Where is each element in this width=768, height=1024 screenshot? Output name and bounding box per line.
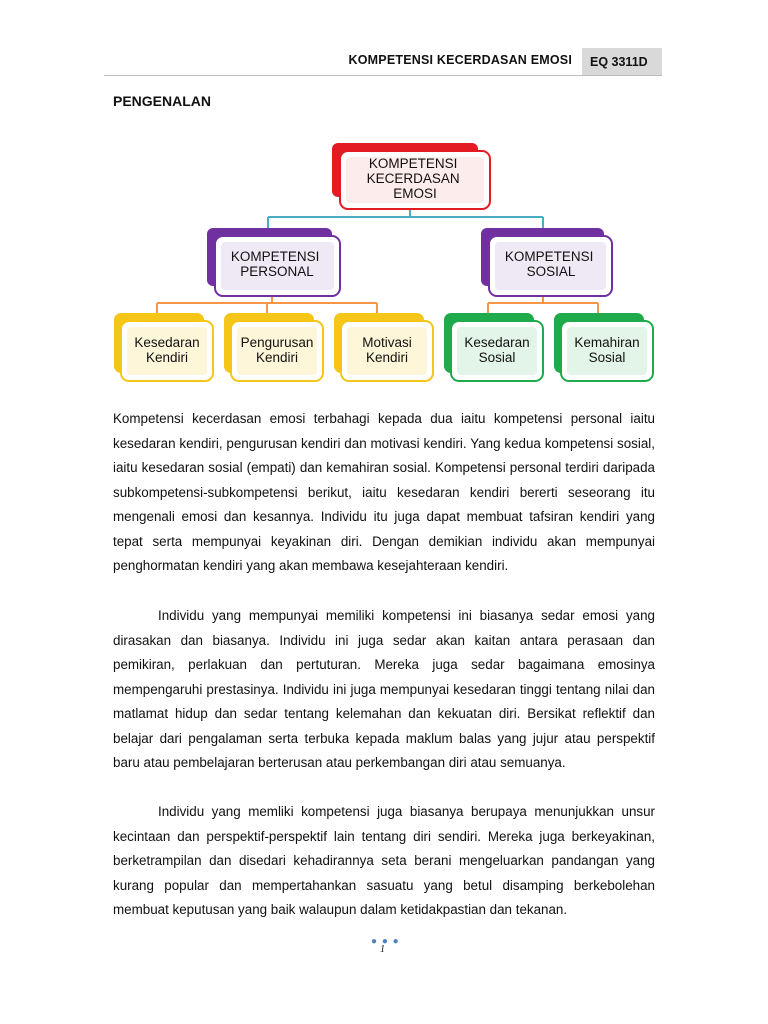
social-label-2: SOSIAL [526, 264, 576, 279]
leaf-label-line: Kendiri [365, 350, 409, 365]
branch-personal-node [207, 228, 340, 296]
connector-social [488, 296, 598, 313]
svg-text:MotivasiKendiri [362, 335, 412, 365]
leaf-label-line: Kesedaran [134, 335, 200, 350]
leaf-label-line: Motivasi [362, 335, 412, 350]
leaf-node-kemahiran-sosial [554, 313, 653, 381]
leaf-label-line: Kemahiran [574, 335, 640, 350]
paragraph-2: Individu yang mempunyai memiliki kompetensi ini biasanya sedar emosi yang dirasakan dan biasanya. Individu ini juga sedar akan kaitan antara perasaan dan pemikiran, perlakuan dan pertuturan. Mereka juga sedar bagaimana emosinya mempengaruhi prestasinya. Individu ini juga mempunyai kesedaran tinggi tentang nilai dan matlamat hidup dan sedar tentang kelemahan dan kekuatan diri. Bersikat reflektif dan belajar dari pengalaman serta terbuka kepada maklum balas yang jujur atau perspektif baru atau pembelajaran berterusan atau perkembangan diri atau semuanya. [113, 608, 655, 770]
header-code: EQ 3311D [582, 48, 662, 76]
leaf-label-line: Pengurusan [240, 335, 314, 350]
leaf-label-line: Kendiri [145, 350, 189, 365]
leaf-label-line: Kesedaran [464, 335, 530, 350]
leaf-node-kesedaran-kendiri [114, 313, 213, 381]
social-label-1: KOMPETENSI [504, 249, 594, 264]
header-title: KOMPETENSI KECERDASAN EMOSI [348, 53, 572, 67]
leaf-label-line: Kendiri [255, 350, 299, 365]
root-label-2: KECERDASAN [366, 171, 460, 186]
paragraph-3: Individu yang memliki kompetensi juga biasanya berupaya menunjukkan unsur kecintaan dan perspektif-perspektif lain tentang diri sendiri. Mereka juga berkeyakinan, berketrampilan dan disedari kehadirannya seta berani mengeluarkan pandangan yang kurang popular dan mempertahankan sasuatu yang betul disamping berkebolehan membuat keputusan yang baik walaupun dalam ketidakpastian dan tekanan. [113, 804, 655, 917]
branch-social-node [481, 228, 612, 296]
connector-root [268, 208, 543, 228]
paragraph-1: Kompetensi kecerdasan emosi terbahagi kepada dua iaitu kompetensi personal iaitu kesedaran kendiri, pengurusan kendiri dan motivasi kendiri. Yang kedua kompetensi sosial, iaitu kesedaran sosial (empati) dan kemahiran sosial. Kompetensi personal terdiri daripada subkompetensi-subkompetensi berikut, iaitu kesedaran kendiri bererti seseorang itu mengenali emosi dan kesannya. Individu itu juga dapat membuat tafsiran kendiri yang tepat serta mempunyai keyakinan diri. Dengan demikian individu akan mempunyai penghormatan kendiri yang akan membawa kesejahteraan kendiri. [113, 411, 655, 573]
root-node [332, 143, 490, 209]
leaf-node-pengurusan-kendiri [224, 313, 323, 381]
competency-diagram [0, 130, 768, 390]
leaf-node-kesedaran-sosial [444, 313, 543, 381]
personal-label-2: PERSONAL [240, 264, 314, 279]
root-label-1: KOMPETENSI [368, 156, 458, 171]
root-label-3: EMOSI [393, 186, 437, 201]
leaf-label-line: Sosial [478, 350, 516, 365]
connector-personal [157, 296, 377, 313]
section-title: PENGENALAN [113, 93, 212, 109]
page-number: 1 [380, 944, 385, 955]
page-header [104, 48, 662, 76]
page-dots-ornament: ● ● ● [371, 936, 400, 947]
leaf-node-motivasi-kendiri [334, 313, 433, 381]
header-rule [104, 75, 662, 76]
personal-label-1: KOMPETENSI [230, 249, 320, 264]
leaf-label-line: Sosial [588, 350, 626, 365]
svg-text:KOMPETENSI PERSONAL [231, 249, 323, 279]
